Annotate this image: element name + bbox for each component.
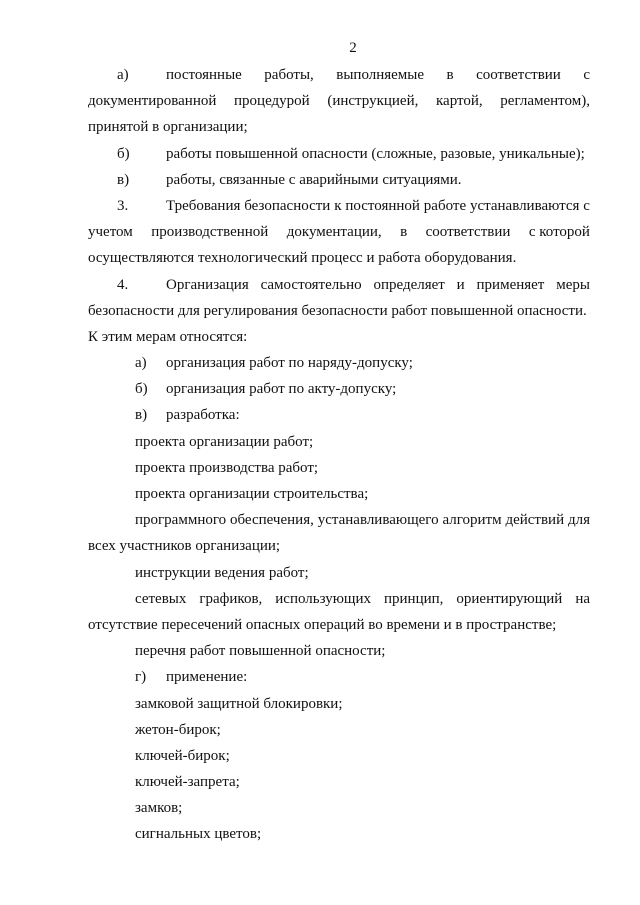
word: процедурой — [234, 93, 310, 110]
development-item-3: проекта организации строительства; — [135, 486, 369, 502]
word: в — [446, 67, 454, 83]
word: к — [334, 197, 342, 214]
word: безопасности — [244, 197, 331, 214]
word: соответствии — [476, 67, 561, 83]
word: и — [456, 276, 465, 293]
application-item-4: ключей-запрета; — [135, 774, 240, 791]
application-item-5: замков; — [135, 800, 183, 817]
development-item-1: проекта организации работ; — [135, 433, 314, 450]
application-item-1: замковой защитной блокировки; — [135, 695, 343, 712]
word: Организация — [166, 276, 249, 293]
word: программного — [135, 512, 227, 529]
word: сетевых — [135, 590, 187, 607]
word: устанавливающего — [317, 512, 439, 529]
word: в — [400, 224, 408, 241]
measure-b-marker: б) — [135, 381, 148, 398]
word: производственной — [151, 224, 269, 241]
development-item-6-line-1 — [135, 586, 590, 612]
measure-g — [135, 664, 590, 690]
item-a-line-1 — [88, 62, 590, 88]
word: для — [567, 512, 590, 529]
word: Требования — [166, 197, 241, 214]
paragraph-3-text-line-1 — [166, 193, 590, 219]
word: документации, — [286, 224, 382, 241]
measure-v-marker: в) — [135, 407, 148, 424]
item-a-line-2 — [88, 88, 590, 114]
word: учетом — [88, 224, 133, 241]
measure-v — [135, 402, 590, 428]
word: (инструкцией, — [327, 93, 419, 110]
development-item-7: перечня работ повышенной опасности; — [135, 643, 386, 660]
word: алгоритм — [442, 512, 502, 529]
development-item-6-line-2: отсутствие пересечений опасных операций во времени и в пространстве; — [88, 616, 557, 633]
word: ориентирующий — [456, 590, 563, 607]
paragraph-4-line-2: безопасности для регулирования безопасности работ повышенной опасности. — [88, 302, 587, 319]
item-b-marker: б) — [117, 145, 130, 162]
word: документированной — [88, 93, 217, 110]
word: определяет — [373, 276, 445, 293]
word: меры — [556, 276, 590, 293]
measure-b-text: организация работ по акту-допуску; — [166, 381, 397, 398]
paragraph-4-line-3: К этим мерам относятся: — [88, 328, 248, 345]
word: на — [575, 590, 590, 607]
word: графиков, — [199, 590, 263, 607]
word: постоянные — [166, 67, 242, 83]
development-item-5: инструкции ведения работ; — [135, 564, 309, 581]
page-number: 2 — [349, 40, 357, 56]
application-item-6: сигнальных цветов; — [135, 826, 262, 843]
measure-g-marker: г) — [135, 669, 147, 686]
word: действий — [505, 512, 565, 529]
paragraph-4-marker: 4. — [117, 276, 129, 293]
item-b — [88, 141, 590, 167]
paragraph-3-line-2 — [88, 219, 590, 245]
word: работы, — [264, 67, 314, 83]
word: самостоятельно — [260, 276, 362, 293]
word: использующих — [275, 590, 372, 607]
item-a-text-line-1 — [166, 62, 590, 88]
item-v-text: работы, связанные с аварийными ситуациями. — [166, 171, 462, 188]
word: принцип, — [384, 590, 444, 607]
word: соответствии — [425, 224, 511, 241]
document-body — [88, 62, 590, 848]
measure-a-text: организация работ по наряду-допуску; — [166, 355, 413, 372]
word: выполняемые — [336, 67, 425, 83]
word: регламентом), — [500, 93, 590, 110]
word: обеспечения, — [230, 512, 314, 529]
item-v-marker: в) — [117, 171, 130, 188]
word: работе — [423, 197, 467, 214]
paragraph-4-text-line-1 — [166, 272, 590, 298]
paragraph-4-line-1 — [88, 272, 590, 298]
item-a-marker: а) — [117, 67, 129, 83]
measure-b — [135, 376, 590, 402]
measure-v-text: разработка: — [166, 407, 240, 424]
application-item-2: жетон-бирок; — [135, 721, 221, 738]
paragraph-3-marker: 3. — [117, 197, 129, 214]
word: картой, — [436, 93, 483, 110]
item-b-text: работы повышенной опасности (сложные, разовые, уникальные); — [166, 145, 585, 162]
word: устанавливаются — [469, 197, 580, 214]
development-item-4-line-2: всех участников организации; — [88, 538, 281, 555]
word: с — [583, 67, 590, 83]
word: с которой — [528, 224, 590, 241]
measure-a-marker: а) — [135, 355, 147, 372]
word: применяет — [476, 276, 545, 293]
development-item-4-line-1 — [135, 507, 590, 533]
word: с — [583, 197, 590, 214]
measure-a — [135, 350, 590, 376]
item-v — [88, 167, 590, 193]
paragraph-3-line-3: осуществляются технологический процесс и работа оборудования. — [88, 250, 517, 267]
item-a-line-3: принятой в организации; — [88, 119, 248, 136]
development-item-2: проекта производства работ; — [135, 459, 319, 476]
application-item-3: ключей-бирок; — [135, 747, 230, 764]
paragraph-3-line-1 — [88, 193, 590, 219]
word: постоянной — [345, 197, 420, 214]
measure-g-text: применение: — [166, 669, 248, 686]
